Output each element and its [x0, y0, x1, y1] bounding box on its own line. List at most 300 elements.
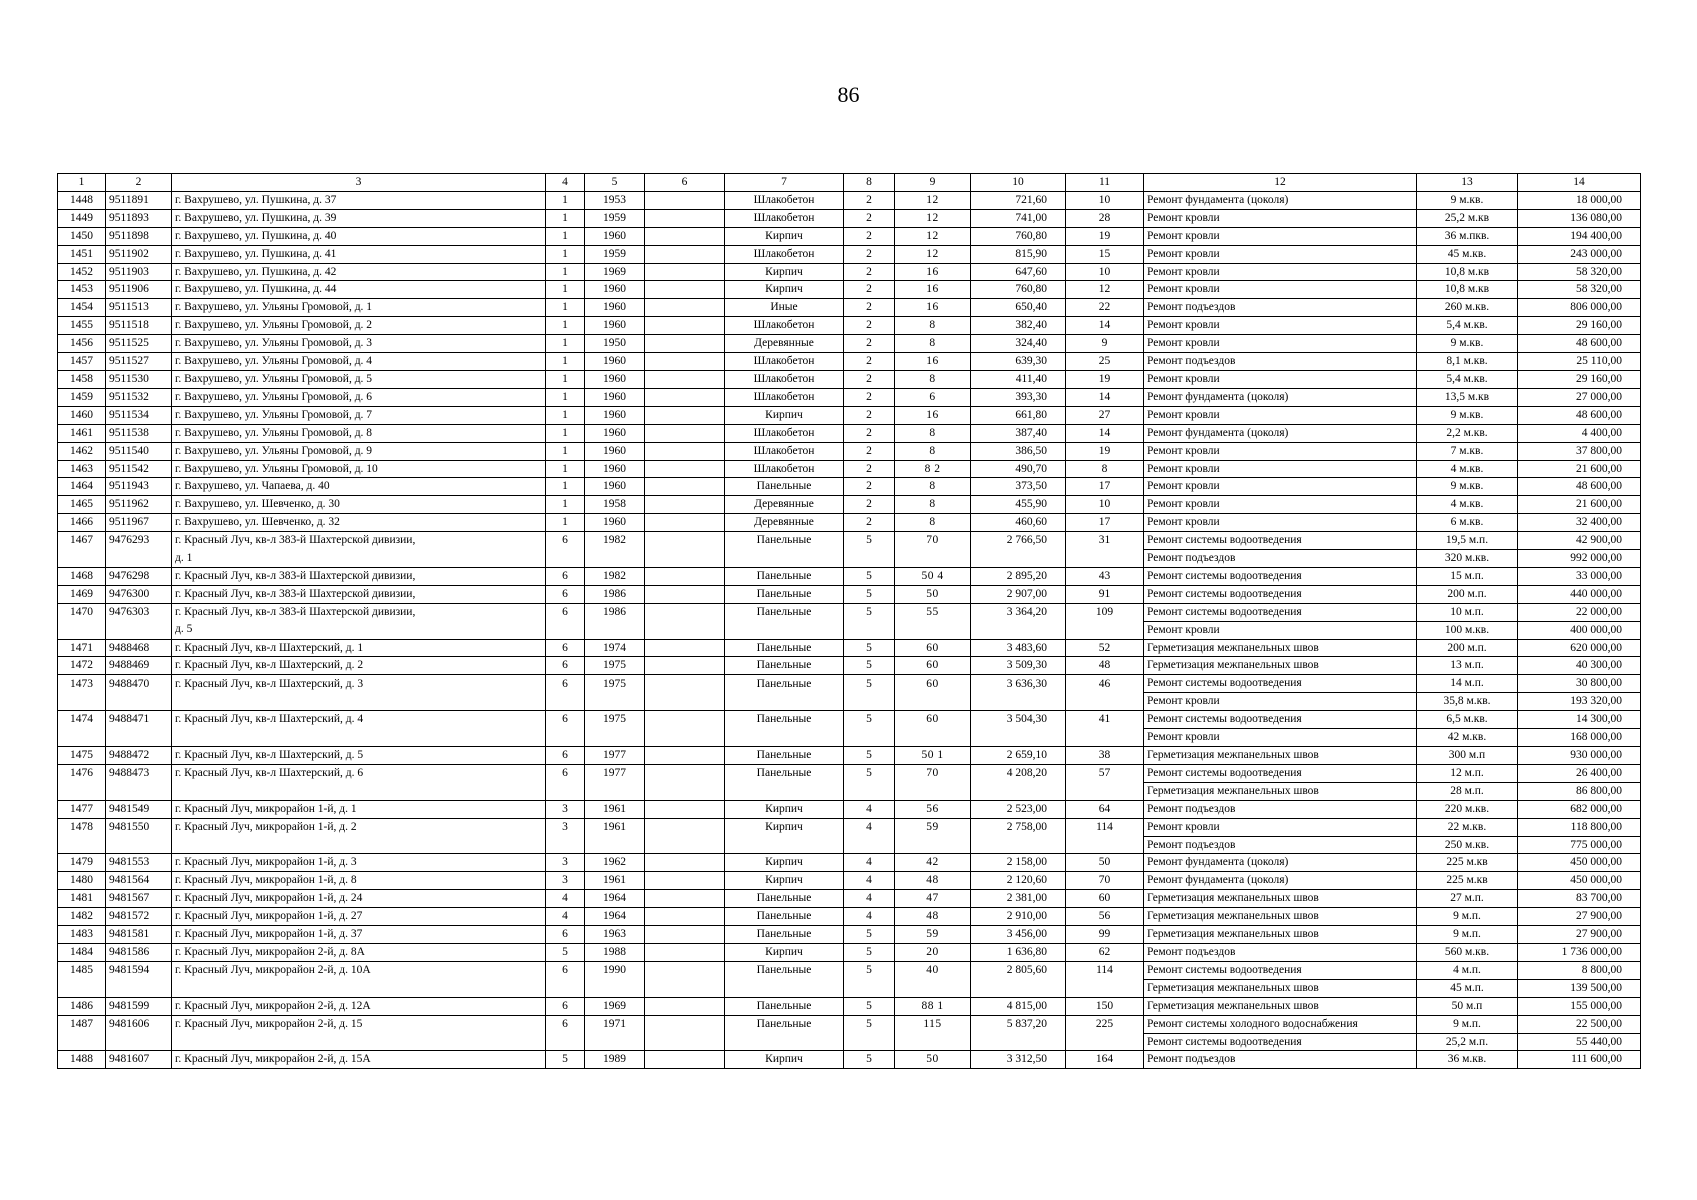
wall-material-cell	[725, 550, 844, 568]
area-cell: 2 758,00	[971, 818, 1066, 836]
address-cell: г. Красный Луч, кв-л Шахтерский, д. 3	[172, 675, 546, 693]
cost-cell: 450 000,00	[1518, 854, 1641, 872]
object-code-cell: 9511538	[106, 424, 172, 442]
col6-cell	[645, 299, 725, 317]
apartments-cell	[895, 550, 971, 568]
area-cell: 3 312,50	[971, 1051, 1066, 1069]
row-number-cell: 1450	[58, 227, 106, 245]
row-number-cell: 1466	[58, 514, 106, 532]
residents-cell	[1066, 782, 1144, 800]
year-built-cell: 1960	[585, 227, 645, 245]
table-row	[58, 335, 1641, 353]
table-row	[58, 639, 1641, 657]
work-type-cell: Ремонт кровли	[1144, 478, 1417, 496]
work-volume-cell: 4 м.п.	[1417, 961, 1518, 979]
wall-material-cell: Панельные	[725, 908, 844, 926]
work-type-cell: Ремонт подъездов	[1144, 836, 1417, 854]
work-type-cell: Герметизация межпанельных швов	[1144, 908, 1417, 926]
work-type-cell: Ремонт системы водоотведения	[1144, 961, 1417, 979]
entrances-cell: 6	[546, 961, 585, 979]
wall-material-cell: Панельные	[725, 675, 844, 693]
work-volume-cell: 9 м.кв.	[1417, 335, 1518, 353]
col6-cell	[645, 532, 725, 550]
year-built-cell: 1960	[585, 317, 645, 335]
col6-cell	[645, 353, 725, 371]
cost-cell: 29 160,00	[1518, 317, 1641, 335]
area-cell: 5 837,20	[971, 1015, 1066, 1033]
work-volume-cell: 9 м.п.	[1417, 1015, 1518, 1033]
col6-cell	[645, 747, 725, 765]
object-code-cell: 9511525	[106, 335, 172, 353]
work-volume-cell: 260 м.кв.	[1417, 299, 1518, 317]
row-number-cell: 1485	[58, 961, 106, 979]
floors-cell: 5	[844, 675, 895, 693]
entrances-cell: 5	[546, 943, 585, 961]
apartments-cell: 40	[895, 961, 971, 979]
work-volume-cell: 13 м.п.	[1417, 657, 1518, 675]
residents-cell: 48	[1066, 657, 1144, 675]
year-built-cell	[585, 1033, 645, 1051]
apartments-cell: 42	[895, 854, 971, 872]
work-type-cell: Ремонт кровли	[1144, 621, 1417, 639]
cost-cell: 55 440,00	[1518, 1033, 1641, 1051]
residents-cell: 60	[1066, 890, 1144, 908]
table-row	[58, 1015, 1641, 1033]
work-volume-cell: 10 м.п.	[1417, 603, 1518, 621]
wall-material-cell: Панельные	[725, 478, 844, 496]
row-number-cell: 1472	[58, 657, 106, 675]
row-number-cell: 1480	[58, 872, 106, 890]
entrances-cell: 1	[546, 263, 585, 281]
cost-cell: 18 000,00	[1518, 191, 1641, 209]
residents-cell: 9	[1066, 335, 1144, 353]
year-built-cell	[585, 782, 645, 800]
object-code-cell: 9481607	[106, 1051, 172, 1069]
table-row	[58, 800, 1641, 818]
floors-cell: 4	[844, 800, 895, 818]
apartments-cell: 8	[895, 317, 971, 335]
year-built-cell: 1959	[585, 245, 645, 263]
table-row	[58, 388, 1641, 406]
cost-cell: 83 700,00	[1518, 890, 1641, 908]
work-type-cell: Ремонт кровли	[1144, 442, 1417, 460]
row-number-cell: 1479	[58, 854, 106, 872]
work-volume-cell: 6 м.кв.	[1417, 514, 1518, 532]
year-built-cell	[585, 550, 645, 568]
area-cell: 647,60	[971, 263, 1066, 281]
work-volume-cell: 220 м.кв.	[1417, 800, 1518, 818]
work-type-cell: Герметизация межпанельных швов	[1144, 657, 1417, 675]
area-cell: 2 120,60	[971, 872, 1066, 890]
wall-material-cell: Панельные	[725, 639, 844, 657]
residents-cell: 27	[1066, 406, 1144, 424]
residents-cell: 14	[1066, 388, 1144, 406]
floors-cell: 5	[844, 961, 895, 979]
col6-cell	[645, 943, 725, 961]
floors-cell: 2	[844, 227, 895, 245]
work-volume-cell: 7 м.кв.	[1417, 442, 1518, 460]
table-row	[58, 227, 1641, 245]
object-code-cell: 9511518	[106, 317, 172, 335]
work-type-cell: Ремонт подъездов	[1144, 299, 1417, 317]
area-cell: 4 208,20	[971, 764, 1066, 782]
col6-cell	[645, 603, 725, 621]
row-number-cell: 1452	[58, 263, 106, 281]
object-code-cell: 9476303	[106, 603, 172, 621]
entrances-cell	[546, 621, 585, 639]
object-code-cell: 9488471	[106, 711, 172, 729]
address-cell: г. Вахрушево, ул. Ульяны Громовой, д. 9	[172, 442, 546, 460]
row-number-cell: 1469	[58, 585, 106, 603]
cost-cell: 48 600,00	[1518, 478, 1641, 496]
row-number-cell: 1488	[58, 1051, 106, 1069]
area-cell: 373,50	[971, 478, 1066, 496]
row-number-cell: 1474	[58, 711, 106, 729]
year-built-cell: 1960	[585, 388, 645, 406]
residents-cell	[1066, 1033, 1144, 1051]
apartments-cell	[895, 621, 971, 639]
address-cell: г. Красный Луч, микрорайон 2-й, д. 8А	[172, 943, 546, 961]
floors-cell: 2	[844, 299, 895, 317]
table-row	[58, 764, 1641, 782]
col6-cell	[645, 245, 725, 263]
row-number-cell: 1471	[58, 639, 106, 657]
area-cell: 3 364,20	[971, 603, 1066, 621]
entrances-cell: 1	[546, 496, 585, 514]
area-cell: 721,60	[971, 191, 1066, 209]
row-number-cell	[58, 621, 106, 639]
entrances-cell: 6	[546, 711, 585, 729]
work-volume-cell: 25,2 м.п.	[1417, 1033, 1518, 1051]
entrances-cell: 6	[546, 764, 585, 782]
table-row-continuation	[58, 729, 1641, 747]
work-volume-cell: 320 м.кв.	[1417, 550, 1518, 568]
row-number-cell: 1477	[58, 800, 106, 818]
work-type-cell: Ремонт подъездов	[1144, 943, 1417, 961]
column-header: 6	[645, 174, 725, 192]
entrances-cell: 6	[546, 603, 585, 621]
floors-cell: 2	[844, 209, 895, 227]
entrances-cell: 1	[546, 514, 585, 532]
area-cell: 2 805,60	[971, 961, 1066, 979]
wall-material-cell	[725, 1033, 844, 1051]
entrances-cell: 1	[546, 335, 585, 353]
table-row	[58, 1051, 1641, 1069]
residents-cell: 164	[1066, 1051, 1144, 1069]
floors-cell: 2	[844, 406, 895, 424]
entrances-cell: 1	[546, 227, 585, 245]
year-built-cell: 1989	[585, 1051, 645, 1069]
year-built-cell: 1982	[585, 532, 645, 550]
address-cell: г. Вахрушево, ул. Чапаева, д. 40	[172, 478, 546, 496]
column-header: 5	[585, 174, 645, 192]
row-number-cell: 1470	[58, 603, 106, 621]
col6-cell	[645, 496, 725, 514]
wall-material-cell: Шлакобетон	[725, 370, 844, 388]
cost-cell: 42 900,00	[1518, 532, 1641, 550]
entrances-cell: 1	[546, 370, 585, 388]
entrances-cell	[546, 979, 585, 997]
apartments-cell: 55	[895, 603, 971, 621]
object-code-cell: 9481594	[106, 961, 172, 979]
area-cell: 386,50	[971, 442, 1066, 460]
area-cell	[971, 550, 1066, 568]
row-number-cell: 1478	[58, 818, 106, 836]
row-number-cell: 1453	[58, 281, 106, 299]
object-code-cell: 9488473	[106, 764, 172, 782]
col6-cell	[645, 424, 725, 442]
year-built-cell: 1986	[585, 585, 645, 603]
area-cell: 460,60	[971, 514, 1066, 532]
cost-cell: 194 400,00	[1518, 227, 1641, 245]
cost-cell: 4 400,00	[1518, 424, 1641, 442]
floors-cell: 5	[844, 943, 895, 961]
column-header: 9	[895, 174, 971, 192]
col6-cell	[645, 836, 725, 854]
col6-cell	[645, 585, 725, 603]
floors-cell: 5	[844, 1015, 895, 1033]
work-type-cell: Ремонт системы водоотведения	[1144, 1033, 1417, 1051]
year-built-cell: 1975	[585, 675, 645, 693]
residents-cell: 56	[1066, 908, 1144, 926]
work-volume-cell: 10,8 м.кв	[1417, 263, 1518, 281]
cost-cell: 21 600,00	[1518, 496, 1641, 514]
work-type-cell: Герметизация межпанельных швов	[1144, 997, 1417, 1015]
page-number: 86	[837, 82, 860, 107]
entrances-cell: 1	[546, 353, 585, 371]
table-row	[58, 567, 1641, 585]
address-cell: г. Красный Луч, микрорайон 1-й, д. 2	[172, 818, 546, 836]
work-volume-cell: 50 м.п	[1417, 997, 1518, 1015]
row-number-cell	[58, 979, 106, 997]
cost-cell: 33 000,00	[1518, 567, 1641, 585]
row-number-cell: 1456	[58, 335, 106, 353]
year-built-cell: 1982	[585, 567, 645, 585]
area-cell	[971, 782, 1066, 800]
address-cell: г. Вахрушево, ул. Пушкина, д. 40	[172, 227, 546, 245]
work-type-cell: Ремонт кровли	[1144, 281, 1417, 299]
col6-cell	[645, 818, 725, 836]
object-code-cell: 9511542	[106, 460, 172, 478]
year-built-cell: 1971	[585, 1015, 645, 1033]
col6-cell	[645, 263, 725, 281]
work-type-cell: Ремонт кровли	[1144, 227, 1417, 245]
floors-cell: 5	[844, 639, 895, 657]
cost-cell: 32 400,00	[1518, 514, 1641, 532]
work-volume-cell: 2,2 м.кв.	[1417, 424, 1518, 442]
cost-cell: 21 600,00	[1518, 460, 1641, 478]
object-code-cell: 9488470	[106, 675, 172, 693]
row-number-cell: 1487	[58, 1015, 106, 1033]
work-type-cell: Ремонт кровли	[1144, 209, 1417, 227]
apartments-cell: 20	[895, 943, 971, 961]
col6-cell	[645, 908, 725, 926]
cost-cell: 26 400,00	[1518, 764, 1641, 782]
work-volume-cell: 36 м.пкв.	[1417, 227, 1518, 245]
apartments-cell: 48	[895, 908, 971, 926]
entrances-cell: 6	[546, 567, 585, 585]
work-volume-cell: 27 м.п.	[1417, 890, 1518, 908]
address-cell: г. Вахрушево, ул. Ульяны Громовой, д. 5	[172, 370, 546, 388]
entrances-cell: 1	[546, 299, 585, 317]
floors-cell: 2	[844, 263, 895, 281]
apartments-cell	[895, 1033, 971, 1051]
object-code-cell: 9476298	[106, 567, 172, 585]
year-built-cell: 1950	[585, 335, 645, 353]
apartments-cell: 12	[895, 227, 971, 245]
work-type-cell: Ремонт кровли	[1144, 514, 1417, 532]
row-number-cell: 1451	[58, 245, 106, 263]
address-cell: г. Красный Луч, микрорайон 1-й, д. 24	[172, 890, 546, 908]
wall-material-cell: Панельные	[725, 926, 844, 944]
address-cell: г. Красный Луч, микрорайон 1-й, д. 8	[172, 872, 546, 890]
floors-cell: 4	[844, 908, 895, 926]
work-type-cell: Ремонт фундамента (цоколя)	[1144, 854, 1417, 872]
floors-cell: 5	[844, 585, 895, 603]
row-number-cell: 1464	[58, 478, 106, 496]
wall-material-cell: Кирпич	[725, 854, 844, 872]
wall-material-cell: Кирпич	[725, 281, 844, 299]
year-built-cell: 1960	[585, 299, 645, 317]
work-type-cell: Ремонт фундамента (цоколя)	[1144, 424, 1417, 442]
col6-cell	[645, 675, 725, 693]
table-row	[58, 424, 1641, 442]
table-row	[58, 299, 1641, 317]
table-row	[58, 281, 1641, 299]
table-row	[58, 532, 1641, 550]
entrances-cell: 1	[546, 191, 585, 209]
entrances-cell: 6	[546, 639, 585, 657]
address-cell: г. Вахрушево, ул. Шевченко, д. 30	[172, 496, 546, 514]
year-built-cell: 1969	[585, 263, 645, 281]
area-cell: 324,40	[971, 335, 1066, 353]
cost-cell: 992 000,00	[1518, 550, 1641, 568]
table-row	[58, 657, 1641, 675]
wall-material-cell: Панельные	[725, 585, 844, 603]
apartments-cell: 16	[895, 299, 971, 317]
residents-cell: 114	[1066, 818, 1144, 836]
area-cell	[971, 979, 1066, 997]
col6-cell	[645, 997, 725, 1015]
address-cell: г. Вахрушево, ул. Ульяны Громовой, д. 7	[172, 406, 546, 424]
table-row	[58, 370, 1641, 388]
entrances-cell	[546, 550, 585, 568]
address-cell: г. Вахрушево, ул. Ульяны Громовой, д. 1	[172, 299, 546, 317]
floors-cell: 5	[844, 747, 895, 765]
address-cell	[172, 693, 546, 711]
floors-cell: 2	[844, 388, 895, 406]
work-volume-cell: 8,1 м.кв.	[1417, 353, 1518, 371]
area-cell: 387,40	[971, 424, 1066, 442]
cost-cell: 37 800,00	[1518, 442, 1641, 460]
object-code-cell	[106, 621, 172, 639]
year-built-cell: 1961	[585, 818, 645, 836]
object-code-cell: 9476293	[106, 532, 172, 550]
work-type-cell: Ремонт кровли	[1144, 693, 1417, 711]
area-cell: 455,90	[971, 496, 1066, 514]
work-volume-cell: 45 м.п.	[1417, 979, 1518, 997]
entrances-cell: 1	[546, 460, 585, 478]
work-type-cell: Ремонт кровли	[1144, 370, 1417, 388]
year-built-cell: 1960	[585, 514, 645, 532]
residents-cell: 91	[1066, 585, 1144, 603]
work-volume-cell: 5,4 м.кв.	[1417, 370, 1518, 388]
table-row	[58, 514, 1641, 532]
entrances-cell: 1	[546, 317, 585, 335]
table-row	[58, 926, 1641, 944]
object-code-cell: 9481599	[106, 997, 172, 1015]
table-row	[58, 585, 1641, 603]
col6-cell	[645, 657, 725, 675]
wall-material-cell: Шлакобетон	[725, 442, 844, 460]
apartments-cell: 8	[895, 496, 971, 514]
cost-cell: 400 000,00	[1518, 621, 1641, 639]
area-cell: 2 381,00	[971, 890, 1066, 908]
col6-cell	[645, 979, 725, 997]
residents-cell: 99	[1066, 926, 1144, 944]
wall-material-cell: Панельные	[725, 961, 844, 979]
cost-cell: 168 000,00	[1518, 729, 1641, 747]
table-row	[58, 209, 1641, 227]
apartments-cell: 59	[895, 926, 971, 944]
year-built-cell: 1960	[585, 353, 645, 371]
wall-material-cell: Шлакобетон	[725, 209, 844, 227]
col6-cell	[645, 926, 725, 944]
area-cell: 2 158,00	[971, 854, 1066, 872]
wall-material-cell: Кирпич	[725, 263, 844, 281]
table-row-continuation	[58, 836, 1641, 854]
object-code-cell	[106, 729, 172, 747]
entrances-cell: 4	[546, 890, 585, 908]
cost-cell: 139 500,00	[1518, 979, 1641, 997]
work-type-cell: Ремонт кровли	[1144, 335, 1417, 353]
area-cell: 741,00	[971, 209, 1066, 227]
cost-cell: 58 320,00	[1518, 281, 1641, 299]
year-built-cell: 1960	[585, 281, 645, 299]
row-number-cell: 1467	[58, 532, 106, 550]
table-row	[58, 442, 1641, 460]
object-code-cell: 9511893	[106, 209, 172, 227]
residents-cell	[1066, 550, 1144, 568]
wall-material-cell: Шлакобетон	[725, 460, 844, 478]
year-built-cell	[585, 621, 645, 639]
address-cell: г. Красный Луч, микрорайон 1-й, д. 3	[172, 854, 546, 872]
row-number-cell: 1459	[58, 388, 106, 406]
wall-material-cell: Панельные	[725, 997, 844, 1015]
work-volume-cell: 5,4 м.кв.	[1417, 317, 1518, 335]
residents-cell: 10	[1066, 496, 1144, 514]
table-row	[58, 478, 1641, 496]
object-code-cell: 9481586	[106, 943, 172, 961]
apartments-cell: 50	[895, 1051, 971, 1069]
entrances-cell	[546, 836, 585, 854]
residents-cell: 19	[1066, 442, 1144, 460]
work-type-cell: Ремонт системы водоотведения	[1144, 711, 1417, 729]
floors-cell	[844, 729, 895, 747]
row-number-cell: 1454	[58, 299, 106, 317]
row-number-cell: 1458	[58, 370, 106, 388]
area-cell: 393,30	[971, 388, 1066, 406]
object-code-cell: 9481572	[106, 908, 172, 926]
area-cell: 639,30	[971, 353, 1066, 371]
apartments-cell: 88 1	[895, 997, 971, 1015]
floors-cell	[844, 979, 895, 997]
wall-material-cell: Кирпич	[725, 227, 844, 245]
residents-cell: 38	[1066, 747, 1144, 765]
wall-material-cell: Кирпич	[725, 800, 844, 818]
column-header: 4	[546, 174, 585, 192]
cost-cell: 29 160,00	[1518, 370, 1641, 388]
